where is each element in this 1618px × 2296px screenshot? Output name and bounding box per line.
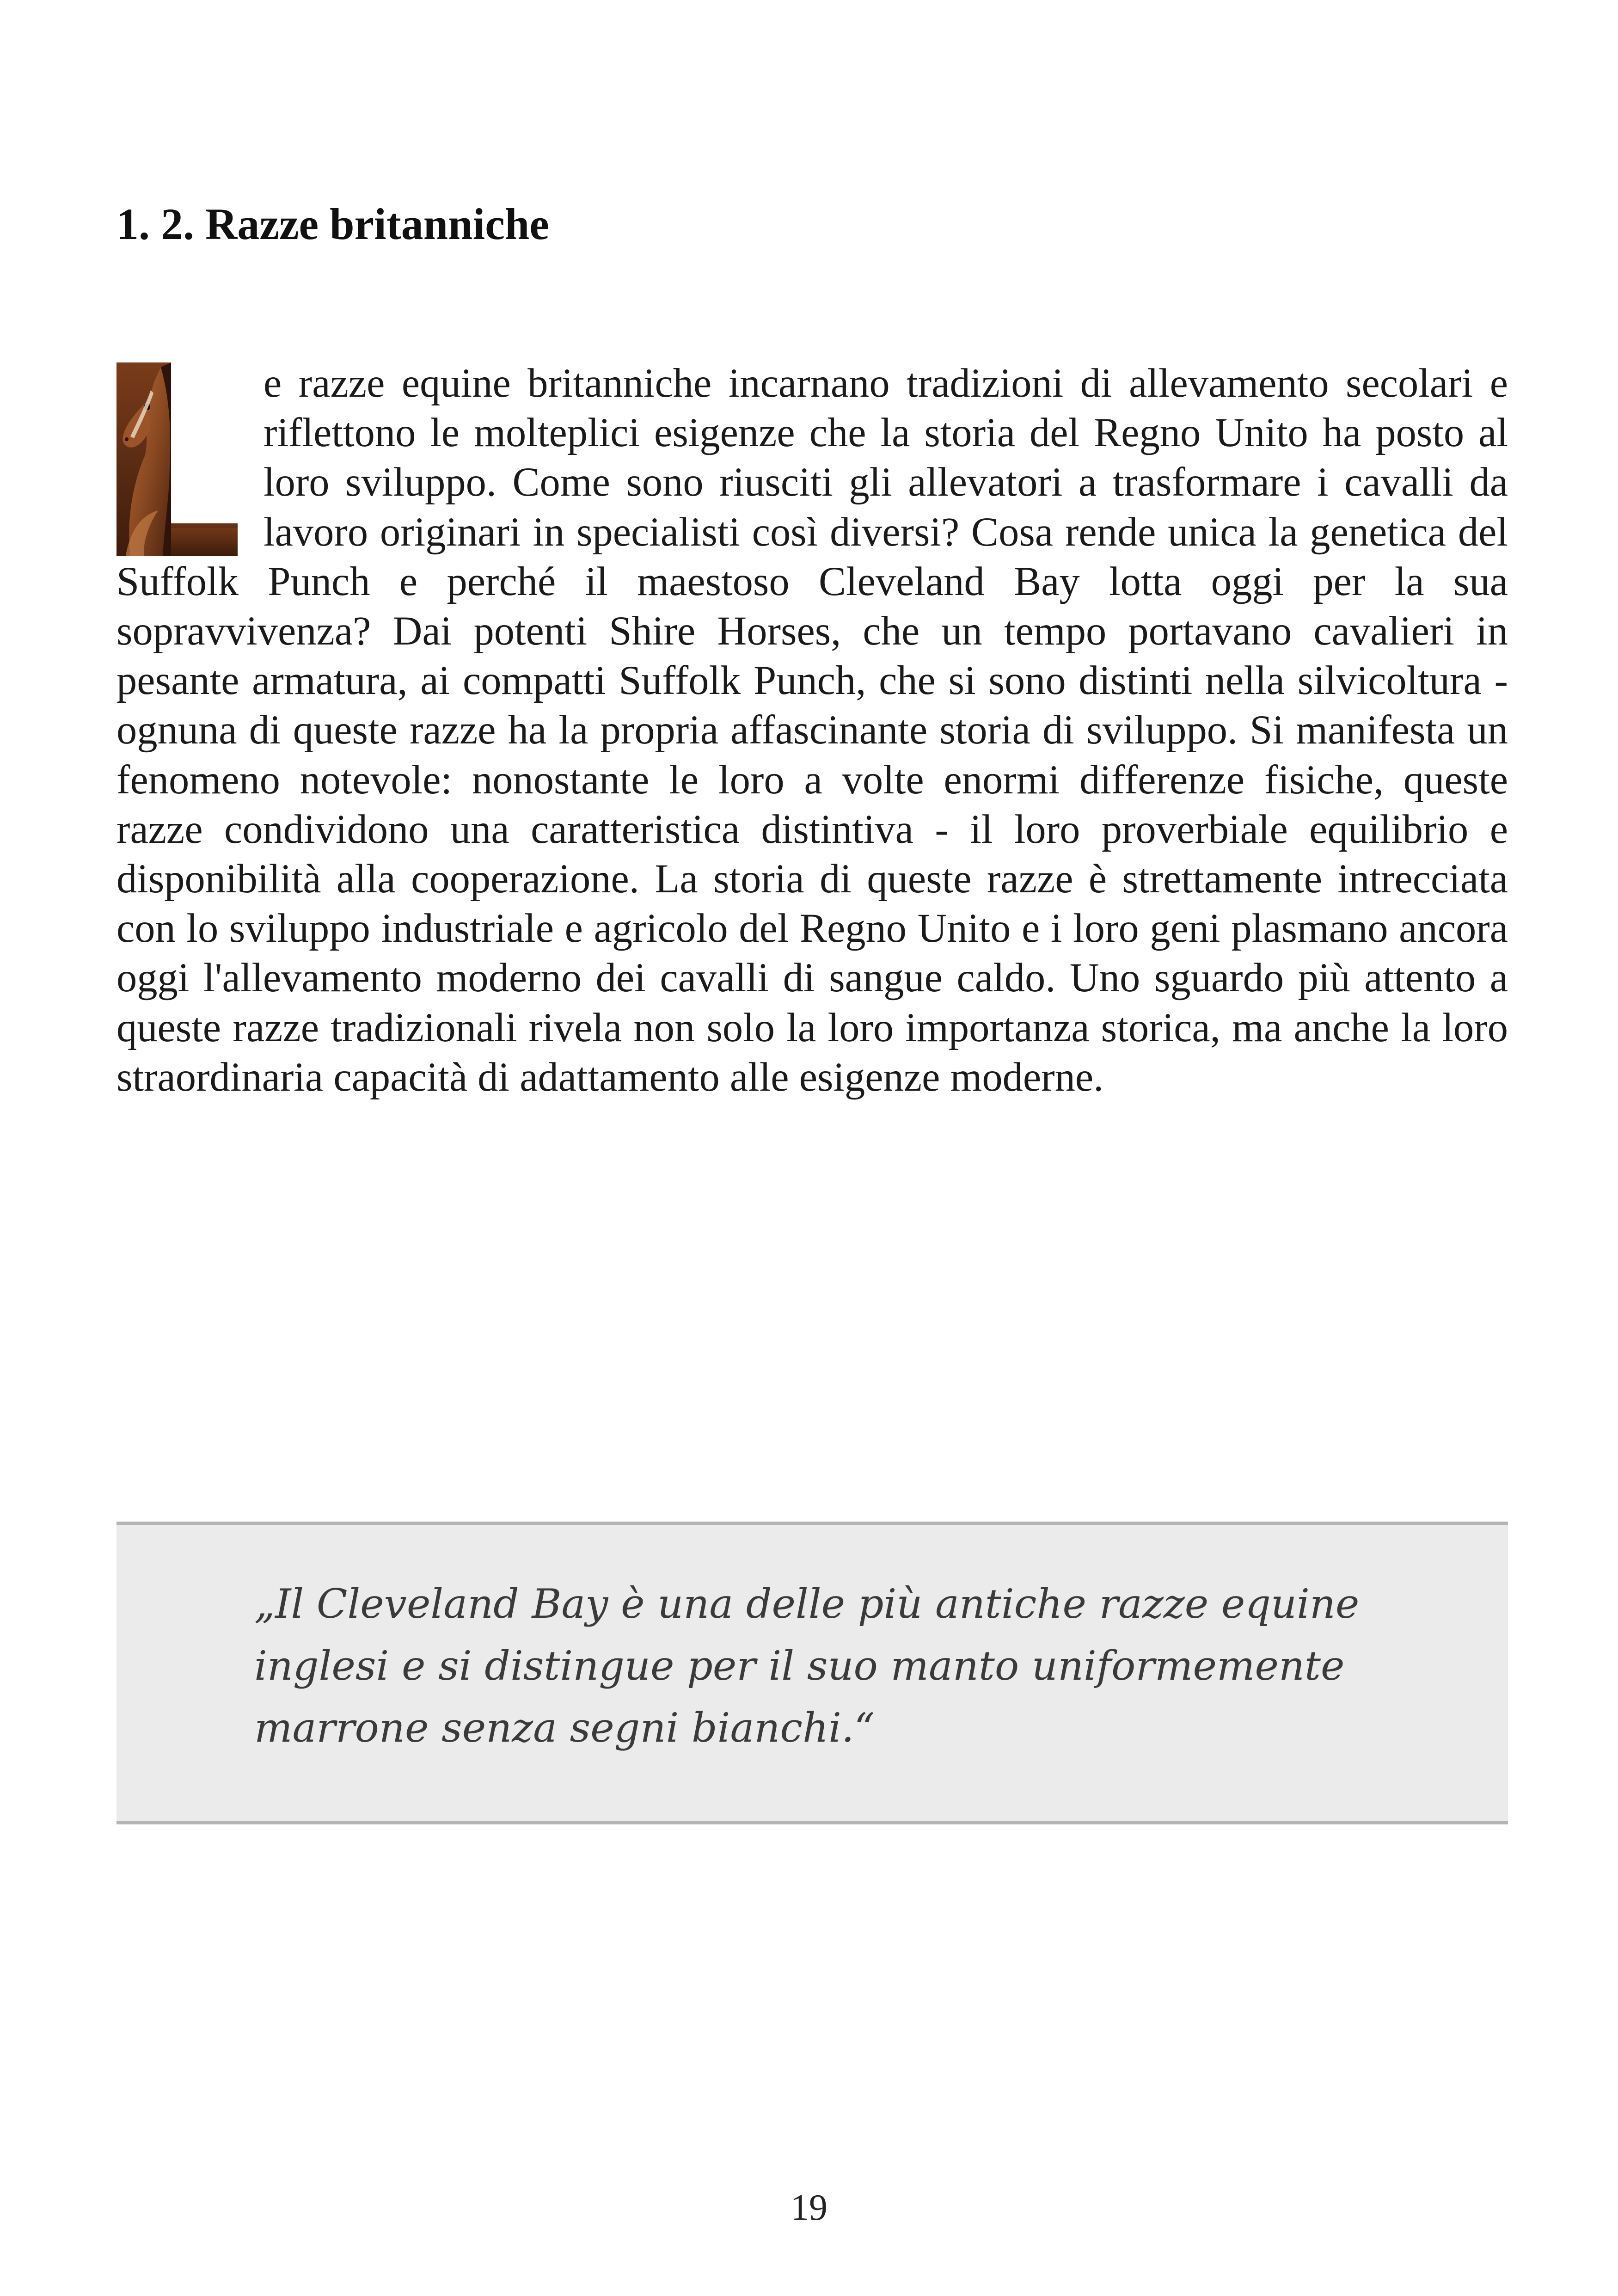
paragraph-text: e razze equine britanniche incarnano tradizioni di allevamento secolari e riflettono le molteplici esigenze che la storia del Regno Unito ha posto al loro sviluppo. Come sono riusciti gli allevatori a trasformare i cavalli da lavoro originari in specialisti così diversi? Cosa rende unica la genetica del Suffolk Punch e perché il maestoso Cleveland Bay lotta oggi per la sua sopravvivenza? Dai potenti Shire Horses, che un tempo portavano cavalieri in pesante armatura, ai compatti Suffolk Punch, che si sono distinti nella silvicoltura - ognuna di queste razze ha la propria affascinante storia di sviluppo. Si manifesta un fenomeno notevole: nonostante le loro a volte enormi differenze fisiche, queste razze condividono una caratteristica distintiva - il loro proverbiale equilibrio e disponibilità alla cooperazione. La storia di queste razze è strettamente intrecciata con lo sviluppo industriale e agricolo del Regno Unito e i loro geni plasmano ancora oggi l'allevamento moderno dei cavalli di sangue caldo. Uno sguardo più attento a queste razze tradizionali rivela non solo la loro importanza storica, ma anche la loro straordinaria capacità di adattamento alle esigenze moderne. [116, 361, 1508, 1100]
quote-text: „Il Cleveland Bay è una delle più antiche razze equine inglesi e si distingue per il suo manto uniformemente marrone senza segni bianchi.“ [254, 1580, 1360, 1751]
drop-cap-letter [116, 362, 238, 556]
quote-box [116, 1522, 1508, 1824]
intro-paragraph [116, 359, 1508, 1102]
page-number: 19 [791, 2187, 827, 2228]
section-heading: 1. 2. Razze britanniche [116, 199, 549, 249]
horse-head-icon [116, 362, 238, 556]
